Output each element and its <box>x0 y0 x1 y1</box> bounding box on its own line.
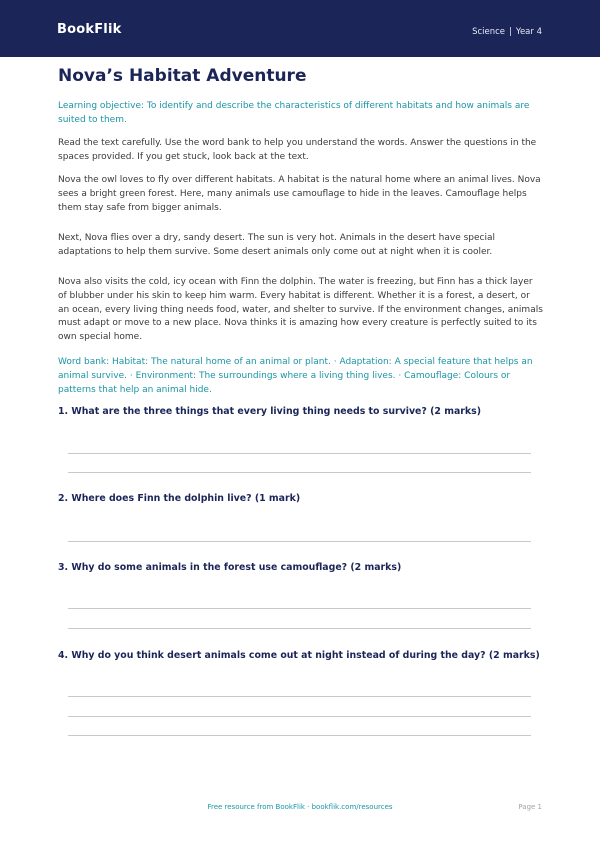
answer-line-q2[interactable] <box>68 541 531 542</box>
meta-separator: | <box>509 27 512 37</box>
question-3: 3. Why do some animals in the forest use camouflage? (2 marks) <box>58 562 402 573</box>
story-paragraph: Nova the owl loves to fly over different habitats. A habitat is the natural home where an animal lives. Nova sees a bright green forest. Here, many animals use camouflage to hide in the leaves. Camouflage helps them stay safe from bigger animals. <box>58 175 541 213</box>
story-paragraph: Next, Nova flies over a dry, sandy desert. The sun is very hot. Animals in the desert have special adaptations to help them survive. Some desert animals only come out at night when it is cooler. <box>58 233 496 257</box>
page-header <box>0 0 600 57</box>
worksheet-body <box>58 64 543 397</box>
brand-logo: BookFlik <box>57 22 122 37</box>
learning-objective: Learning objective: To identify and describe the characteristics of different habitats and how animals are suited to them. <box>58 101 530 125</box>
instructions-text: Read the text carefully. Use the word bank to help you understand the words. Answer the questions in the spaces provided. If you get stuck, look back at the text. <box>58 138 537 162</box>
page-number: Page 1 <box>518 803 542 811</box>
footer-credit[interactable]: Free resource from BookFlik · bookflik.com/resources <box>207 803 393 811</box>
subject-year <box>472 26 542 38</box>
question-4: 4. Why do you think desert animals come out at night instead of during the day? (2 marks) <box>58 650 540 661</box>
answer-line-q1[interactable] <box>68 472 531 473</box>
word-bank: Word bank: Habitat: The natural home of an animal or plant. · Adaptation: A special feature that helps an animal survive. · Environment: The surroundings where a living thing lives. · Camouflage: Colours or patterns that help an animal hide. <box>58 357 533 395</box>
story-paragraph: Nova also visits the cold, icy ocean with Finn the dolphin. The water is freezing, but Finn has a thick layer of blubber under his skin to keep him warm. Every habitat is different. Whether it is a forest, a desert, or an ocean, every living thing needs food, water, and shelter to survive. If the environment changes, animals must adapt or move to a new place. Nova thinks it is amazing how every creature is perfectly suited to its own special home. <box>58 277 543 342</box>
subject-label: Science <box>472 27 506 37</box>
answer-line-q3[interactable] <box>68 628 531 629</box>
answer-line-q4[interactable] <box>68 735 531 736</box>
worksheet-title: Nova’s Habitat Adventure <box>58 66 307 86</box>
question-2: 2. Where does Finn the dolphin live? (1 mark) <box>58 493 301 504</box>
answer-line-q3[interactable] <box>68 608 531 609</box>
answer-line-q1[interactable] <box>68 453 531 454</box>
answer-line-q4[interactable] <box>68 716 531 717</box>
answer-line-q4[interactable] <box>68 696 531 697</box>
year-label: Year 4 <box>515 27 542 37</box>
question-1: 1. What are the three things that every living thing needs to survive? (2 marks) <box>58 406 482 417</box>
